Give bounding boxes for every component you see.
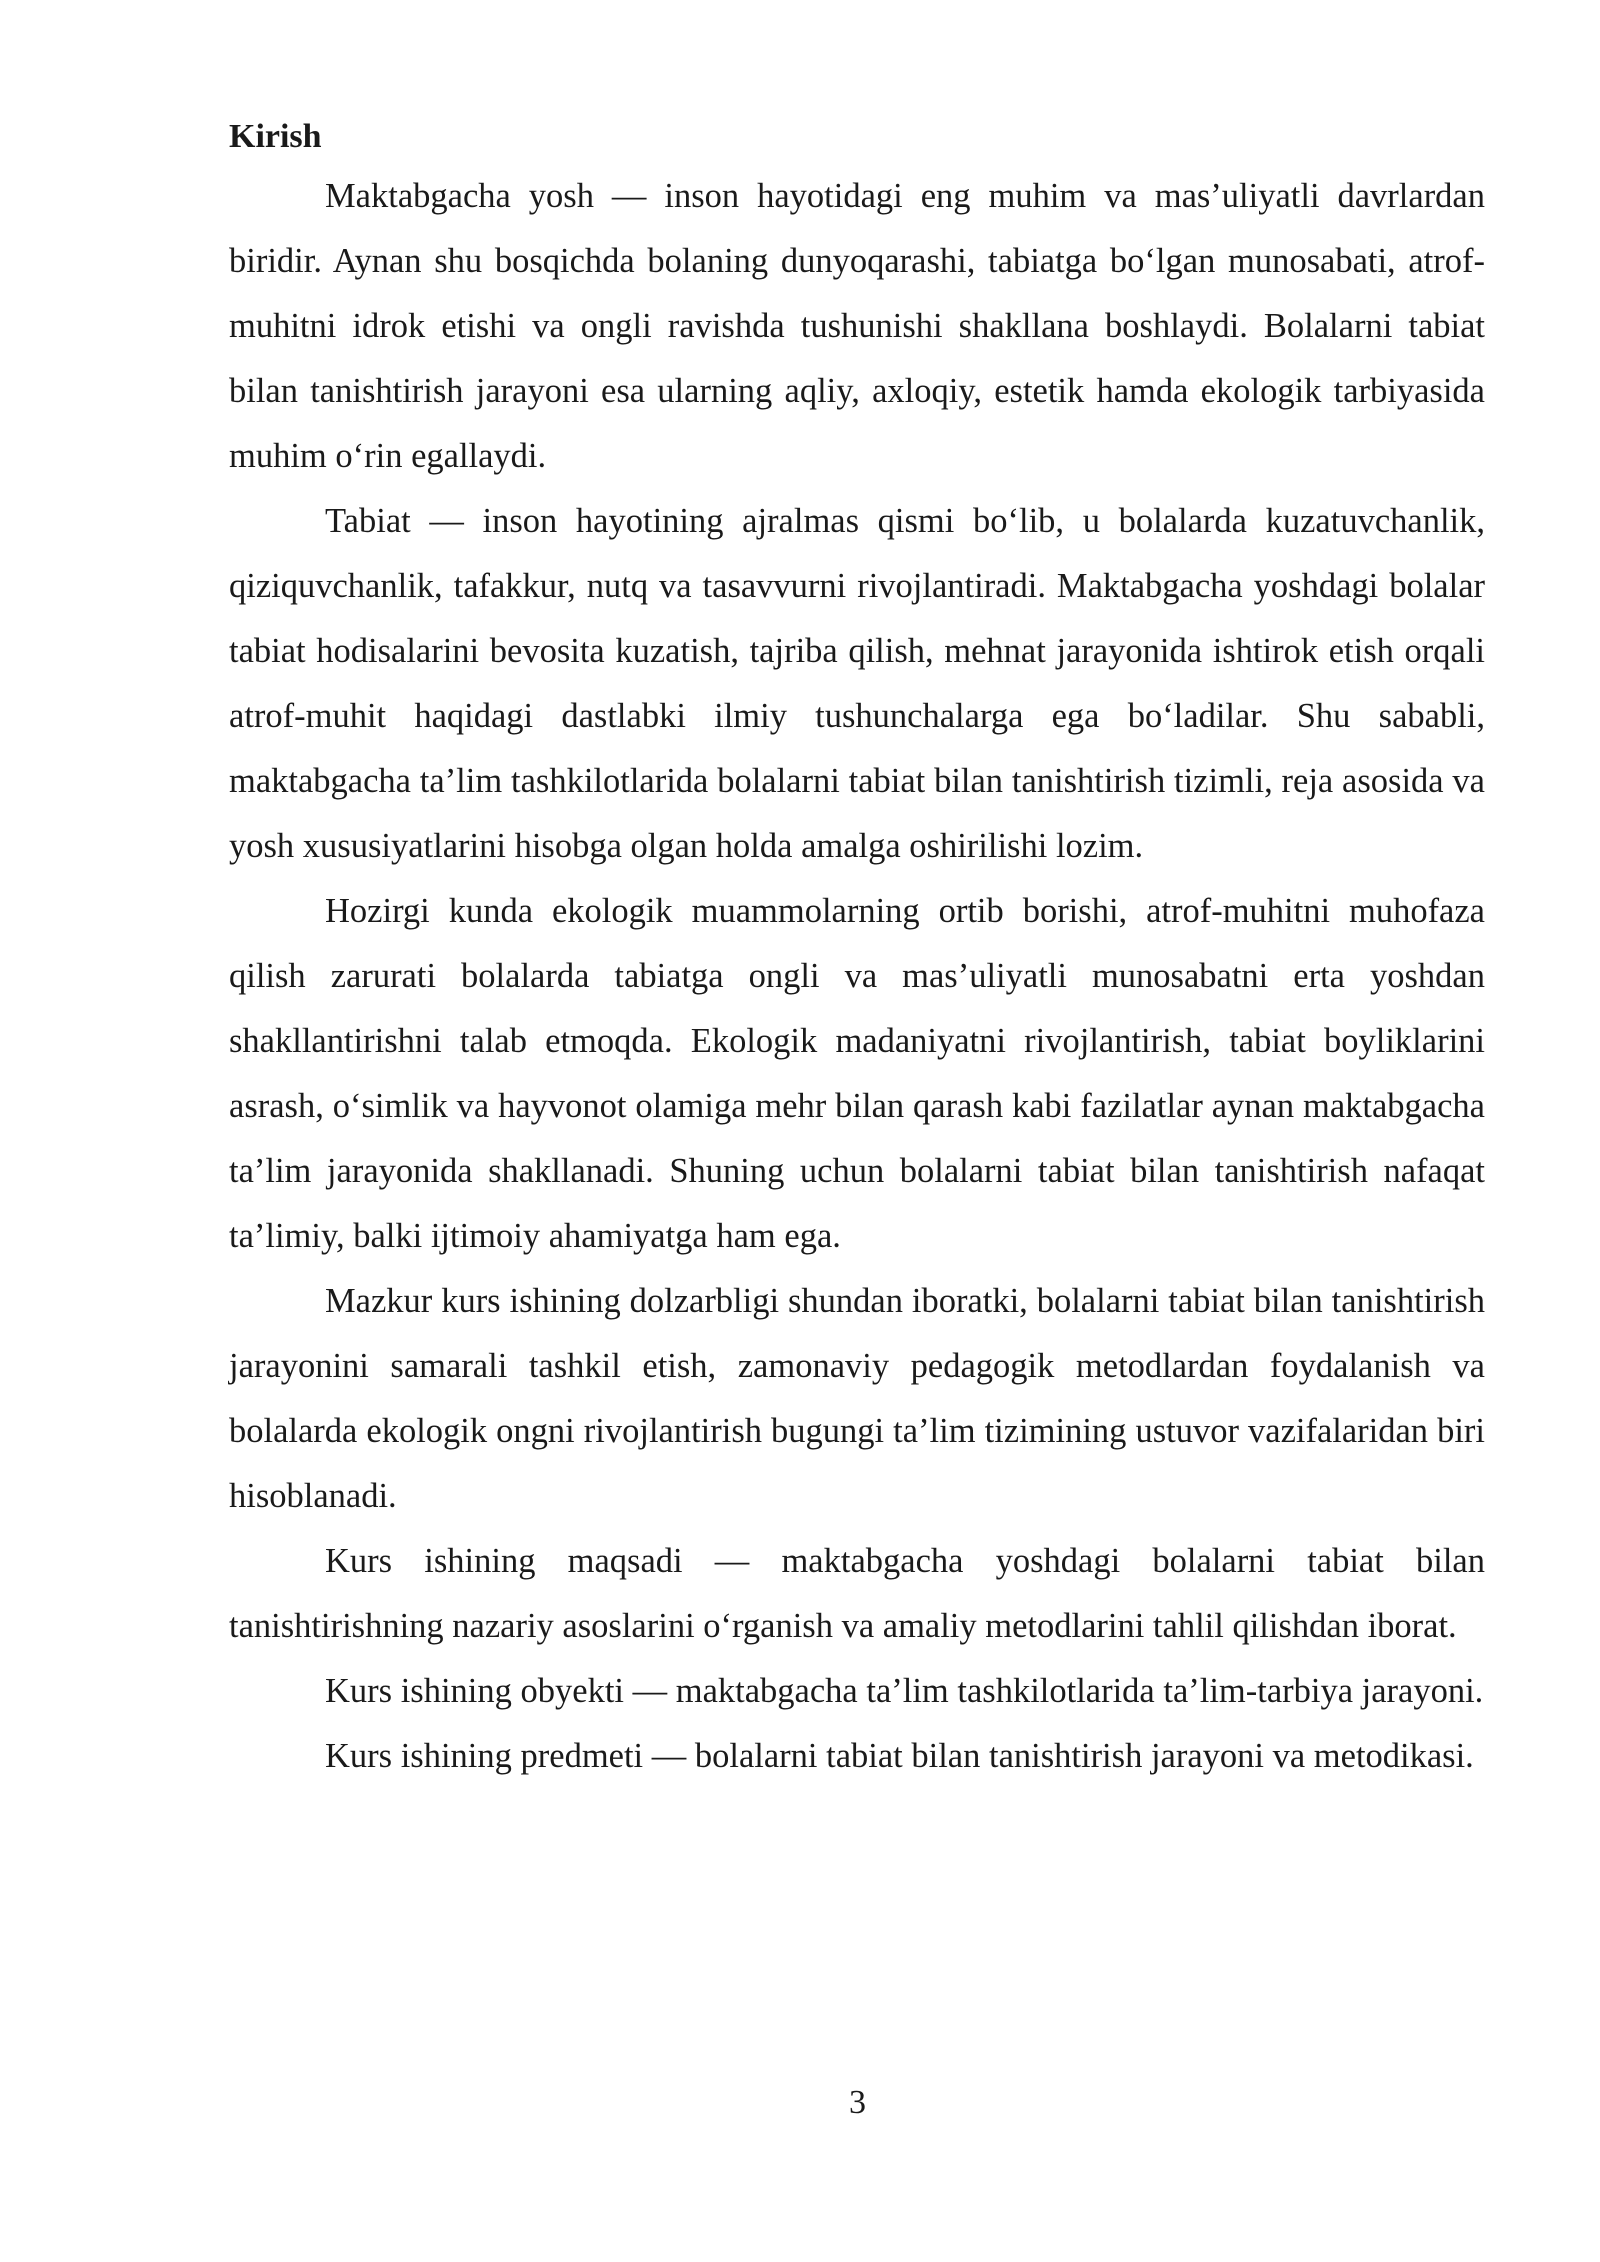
paragraph-nature: Tabiat — inson hayotining ajralmas qismi bo‘lib, u bolalarda kuzatuvchanlik, qiziquvchanlik, tafakkur, nutq va tasavvurni rivojlantiradi. Maktabgacha yoshdagi bolalar tabiat hodisalarini bevosita kuzatish, tajriba qilish, mehnat jarayonida ishtirok etish orqali atrof-muhit haqidagi dastlabki ilmiy tushunchalarga ega bo‘ladilar. Shu sababli, maktabgacha ta’lim tashkilotlarida bolalarni tabiat bilan tanishtirish tizimli, reja asosida va yosh xususiyatlarini hisobga olgan holda amalga oshirilishi lozim. — [229, 502, 1485, 865]
paragraph-object: Kurs ishining obyekti — maktabgacha ta’lim tashkilotlarida ta’lim-tarbiya jarayoni. — [325, 1672, 1484, 1710]
paragraph-goal: Kurs ishining maqsadi — maktabgacha yoshdagi bolalarni tabiat bilan tanishtirishning nazariy asoslarini o‘rganish va amaliy metodlarini tahlil qilishdan iborat. — [229, 1542, 1485, 1645]
document-page — [229, 110, 1485, 1789]
page-number: 3 — [849, 2084, 866, 2121]
paragraph-intro: Maktabgacha yosh — inson hayotidagi eng muhim va mas’uliyatli davrlardan biridir. Aynan shu bosqichda bolaning dunyoqarashi, tabiatga bo‘lgan munosabati, atrof-muhitni idrok etishi va ongli ravishda tushunishi shakllana boshlaydi. Bolalarni tabiat bilan tanishtirish jarayoni esa ularning aqliy, axloqiy, estetik hamda ekologik tarbiyasida muhim o‘rin egallaydi. — [229, 177, 1485, 475]
paragraph-ecology: Hozirgi kunda ekologik muammolarning ortib borishi, atrof-muhitni muhofaza qilish zarurati bolalarda tabiatga ongli va mas’uliyatli munosabatni erta yoshdan shakllantirishni talab etmoqda. Ekologik madaniyatni rivojlantirish, tabiat boyliklarini asrash, o‘simlik va hayvonot olamiga mehr bilan qarash kabi fazilatlar aynan maktabgacha ta’lim jarayonida shakllanadi. Shuning uchun bolalarni tabiat bilan tanishtirish nafaqat ta’limiy, balki ijtimoiy ahamiyatga ham ega. — [229, 892, 1485, 1255]
paragraph-relevance: Mazkur kurs ishining dolzarbligi shundan iboratki, bolalarni tabiat bilan tanishtirish jarayonini samarali tashkil etish, zamonaviy pedagogik metodlardan foydalanish va bolalarda ekologik ongni rivojlantirish bugungi ta’lim tizimining ustuvor vazifalaridan biri hisoblanadi. — [229, 1282, 1485, 1515]
section-heading: Kirish — [229, 118, 322, 155]
paragraph-subject: Kurs ishining predmeti — bolalarni tabiat bilan tanishtirish jarayoni va metodikasi. — [325, 1737, 1474, 1775]
